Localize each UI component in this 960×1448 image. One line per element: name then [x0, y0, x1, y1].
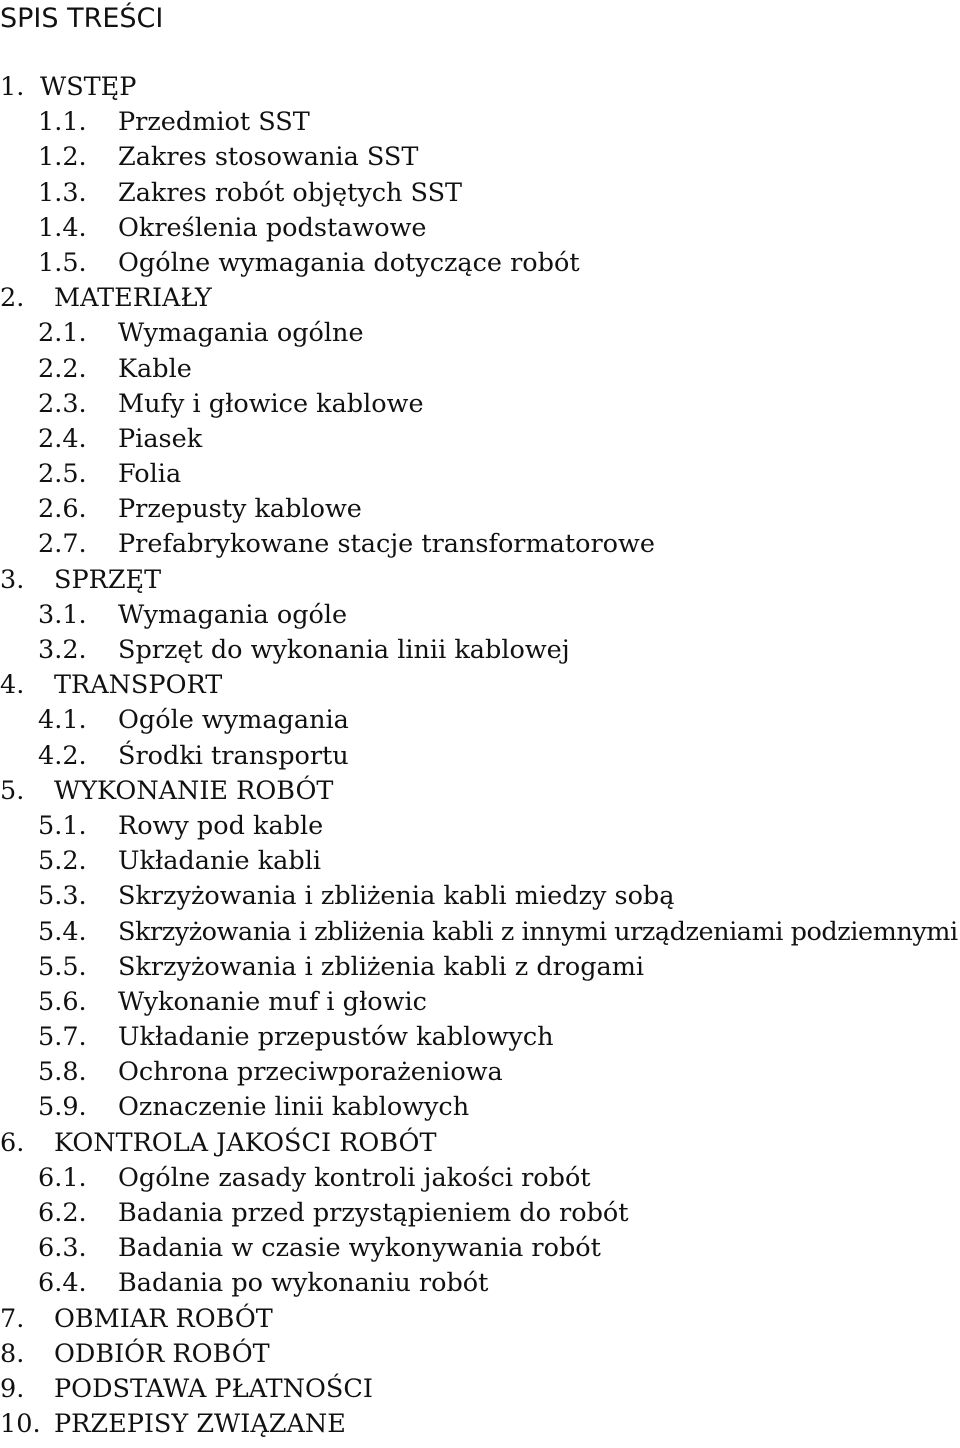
toc-number: 5.4. [38, 916, 87, 947]
toc-number: 6.2. [38, 1198, 87, 1228]
toc-number: 4. [0, 670, 25, 701]
toc-subsection [0, 703, 960, 738]
toc-subsection [0, 422, 960, 457]
toc-subsection [0, 739, 960, 774]
toc-section [0, 668, 960, 703]
toc-number: 8. [0, 1338, 25, 1369]
toc-title: WSTĘP [40, 72, 137, 102]
toc-subsection [0, 844, 960, 879]
toc-number: 6. [0, 1127, 25, 1158]
toc-number: 1.1. [38, 107, 87, 138]
toc-subsection [0, 950, 960, 985]
toc-section [0, 563, 960, 598]
toc-number: 4.2. [38, 740, 87, 771]
toc-number: 5.3. [38, 881, 87, 912]
toc-title: Prefabrykowane stacje transformatorowe [118, 529, 655, 560]
toc-number: 2.1. [38, 318, 87, 349]
toc-subsection [0, 633, 960, 668]
toc-title: Skrzyżowania i zbliżenia kabli z drogami [118, 951, 645, 982]
toc-title: OBMIAR ROBÓT [54, 1303, 273, 1334]
toc-number: 9. [0, 1373, 25, 1404]
toc-number: 5.2. [38, 846, 87, 877]
toc-number: 2.4. [38, 423, 87, 454]
toc-subsection [0, 527, 960, 562]
toc-subsection [0, 1090, 960, 1125]
toc-number: 5. [0, 775, 25, 806]
toc-subsection [0, 176, 960, 211]
toc-number: 1.5. [38, 247, 87, 278]
toc-subsection [0, 387, 960, 422]
toc-number: 1.2. [38, 142, 87, 173]
toc-title: TRANSPORT [54, 670, 223, 701]
toc-number: 2.6. [38, 494, 87, 525]
toc-title: Mufy i głowice kablowe [118, 388, 424, 419]
toc-number: 6.1. [38, 1162, 87, 1193]
toc-title: Wykonanie muf i głowic [118, 986, 427, 1017]
toc-title: Skrzyżowania i zbliżenia kabli z innymi urządzeniami podziemnymi [118, 916, 958, 947]
toc-section [0, 1302, 960, 1337]
toc-subsection [0, 492, 960, 527]
toc-number: 2.3. [38, 388, 87, 419]
toc-subsection [0, 1161, 960, 1196]
page-title: SPIS TREŚCI [0, 3, 164, 34]
toc-title: Ochrona przeciwporażeniowa [118, 1057, 503, 1088]
toc-subsection [0, 598, 960, 633]
toc-title: Folia [118, 459, 182, 490]
toc-number: 6.4. [38, 1268, 87, 1299]
toc-title: Zakres robót objętych SST [118, 177, 463, 208]
toc-title: Środki transportu [118, 740, 349, 771]
toc-subsection [0, 879, 960, 914]
toc-subsection [0, 1266, 960, 1301]
toc-section [0, 1337, 960, 1372]
toc-number: 2.5. [38, 459, 87, 490]
toc-number: 5.5. [38, 951, 87, 982]
toc-section [0, 774, 960, 809]
toc-title: Przedmiot SST [118, 107, 310, 138]
toc-subsection [0, 1055, 960, 1090]
toc-title: Badania przed przystąpieniem do robót [118, 1198, 629, 1228]
toc-title: Wymagania ogóle [118, 599, 348, 630]
toc-subsection [0, 140, 960, 175]
toc-number: 3.2. [38, 635, 87, 665]
toc-number: 1.3. [38, 177, 87, 208]
toc-section [0, 1407, 960, 1442]
toc-subsection [0, 809, 960, 844]
toc-number: 3.1. [38, 599, 87, 630]
toc-section [0, 281, 960, 316]
toc-title: SPRZĘT [54, 564, 162, 595]
toc-number: 3. [0, 564, 25, 595]
toc-title: Oznaczenie linii kablowych [118, 1092, 470, 1123]
toc-title: WYKONANIE ROBÓT [54, 775, 334, 806]
toc-number: 7. [0, 1303, 25, 1334]
toc-number: 5.9. [38, 1092, 87, 1123]
toc-title: Badania w czasie wykonywania robót [118, 1233, 601, 1264]
toc-number: 5.8. [38, 1057, 87, 1088]
toc-title: Ogólne zasady kontroli jakości robót [118, 1162, 591, 1193]
toc-number: 2.7. [38, 529, 87, 560]
toc-subsection [0, 105, 960, 140]
toc-title: Ogóle wymagania [118, 705, 349, 736]
toc-number: 2.2. [38, 353, 87, 384]
toc-subsection [0, 915, 960, 950]
toc-title: Zakres stosowania SST [118, 142, 419, 173]
toc-title: PRZEPISY ZWIĄZANE [54, 1409, 346, 1440]
toc-title: Sprzęt do wykonania linii kablowej [118, 635, 570, 665]
toc-title: MATERIAŁY [54, 283, 212, 314]
toc-number: 5.1. [38, 810, 87, 841]
toc-title: Badania po wykonaniu robót [118, 1268, 489, 1299]
toc-number: 5.6. [38, 986, 87, 1017]
toc-title: ODBIÓR ROBÓT [54, 1338, 270, 1369]
toc-subsection [0, 1231, 960, 1266]
toc-subsection [0, 457, 960, 492]
toc-title: Skrzyżowania i zbliżenia kabli miedzy sobą [118, 881, 675, 912]
toc-subsection [0, 246, 960, 281]
toc-subsection [0, 211, 960, 246]
table-of-contents [0, 70, 960, 1442]
toc-title: PODSTAWA PŁATNOŚCI [54, 1373, 373, 1404]
toc-title: Piasek [118, 423, 203, 454]
toc-title: Wymagania ogólne [118, 318, 364, 349]
toc-section [0, 1372, 960, 1407]
toc-number: 5.7. [38, 1022, 87, 1053]
toc-number: 1.4. [38, 212, 87, 243]
toc-title: Układanie kabli [118, 846, 322, 877]
toc-number: 1. [0, 72, 25, 102]
toc-title: Przepusty kablowe [118, 494, 362, 525]
toc-number: 10. [0, 1409, 41, 1440]
toc-number: 2. [0, 283, 25, 314]
toc-title: Układanie przepustów kablowych [118, 1022, 554, 1053]
toc-title: KONTROLA JAKOŚCI ROBÓT [54, 1127, 437, 1158]
toc-subsection [0, 1020, 960, 1055]
toc-number: 6.3. [38, 1233, 87, 1264]
toc-title: Kable [118, 353, 192, 384]
toc-title: Ogólne wymagania dotyczące robót [118, 247, 580, 278]
toc-section [0, 1126, 960, 1161]
toc-section [0, 70, 960, 105]
toc-title: Rowy pod kable [118, 810, 324, 841]
toc-subsection [0, 316, 960, 351]
toc-subsection [0, 352, 960, 387]
toc-subsection [0, 1196, 960, 1231]
toc-number: 4.1. [38, 705, 87, 736]
toc-subsection [0, 985, 960, 1020]
toc-title: Określenia podstawowe [118, 212, 427, 243]
